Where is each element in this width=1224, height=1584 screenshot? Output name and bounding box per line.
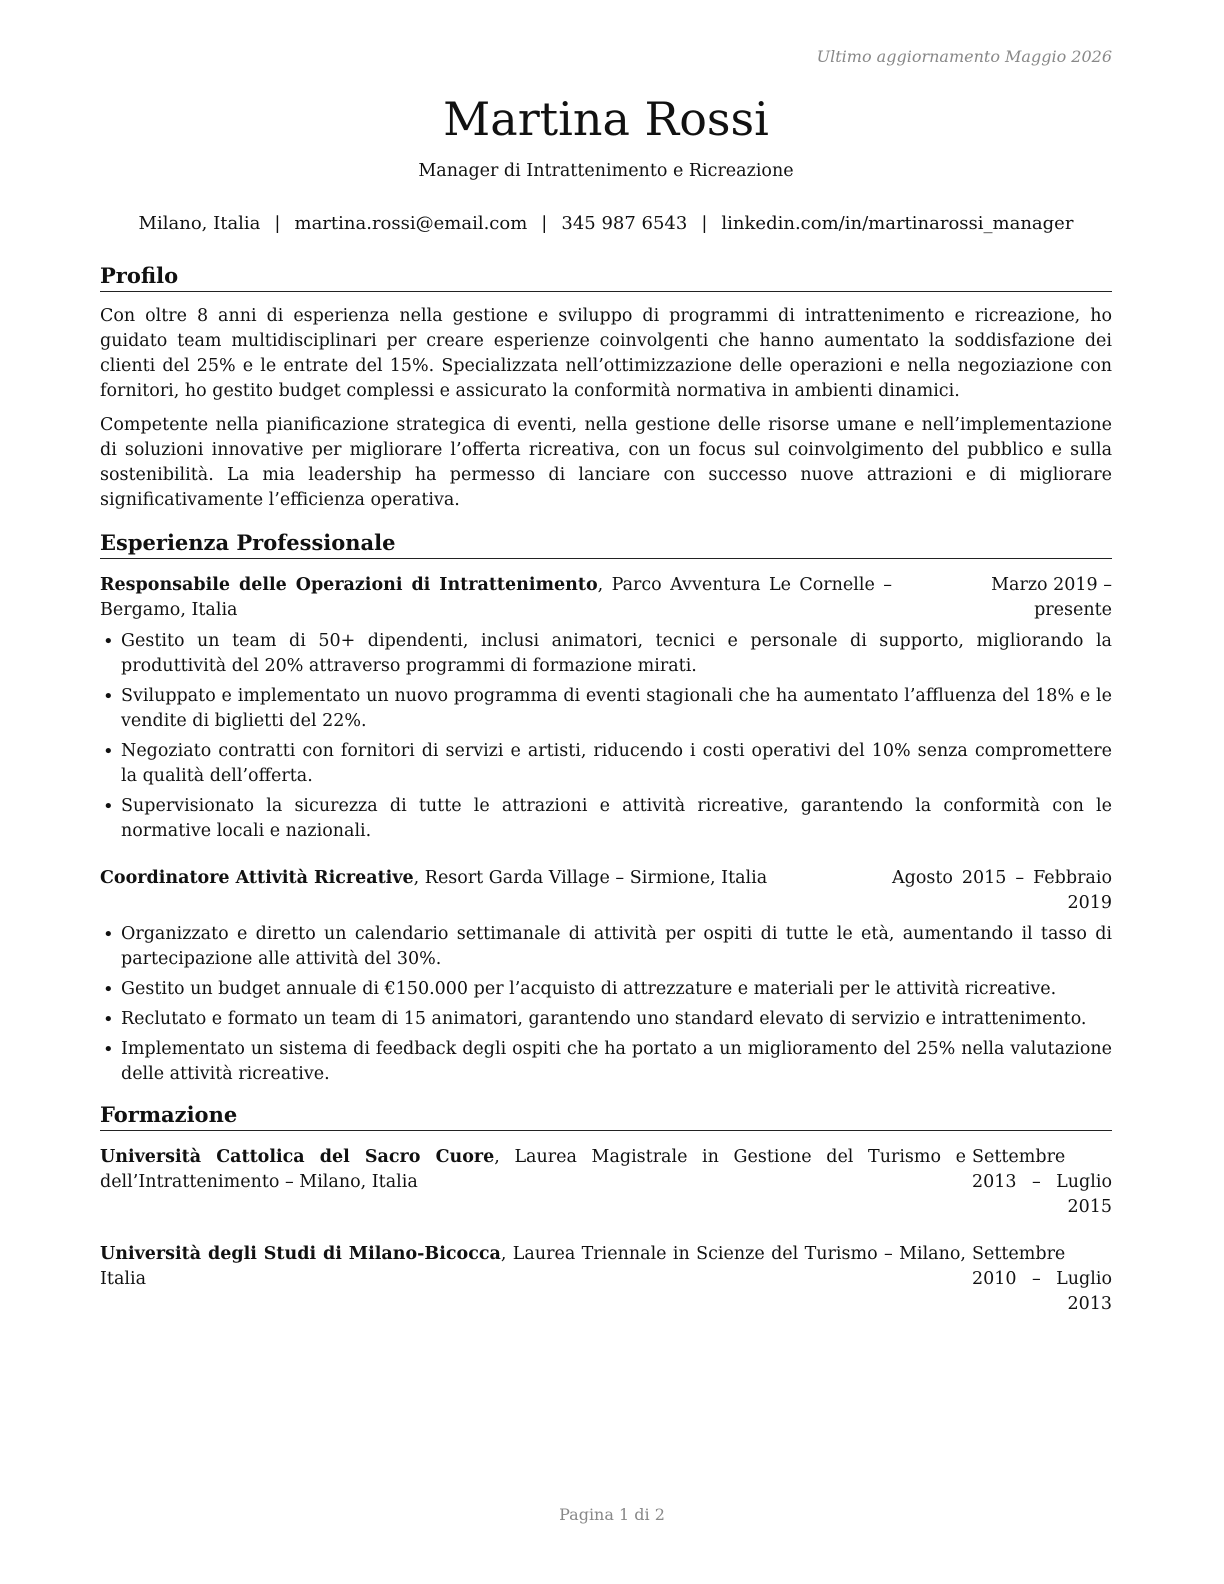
list-item: • Supervisionato la sicurezza di tutte le attrazioni e attività ricreative, garantendo la conformità con le normative locali e nazionali. [100, 794, 1112, 844]
contact-separator: | [274, 213, 281, 234]
role-place: , Parco Avventura Le Cornelle – Bergamo, Italia [100, 575, 892, 620]
experience-entry [100, 573, 1112, 844]
education-dates: Settembre 2013 – Luglio 2015 [972, 1147, 1112, 1217]
role-place: , Resort Garda Village – Sirmione, Italia [413, 868, 768, 888]
contact-phone[interactable]: 345 987 6543 [561, 213, 688, 234]
school-name: Università degli Studi di Milano-Bicocca [100, 1244, 501, 1264]
contact-separator: | [541, 213, 548, 234]
list-item: • Reclutato e formato un team di 15 animatori, garantendo uno standard elevato di servizio e intrattenimento. [100, 1007, 1112, 1032]
degree-detail: , Laurea Triennale in Scienze del Turismo – Milano, Italia [100, 1244, 966, 1289]
candidate-name: Martina Rossi [443, 92, 769, 146]
job-title: Manager di Intrattenimento e Ricreazione [418, 161, 794, 181]
role-dates: Agosto 2015 – Febbraio 2019 [892, 868, 1112, 913]
experience-entry [100, 866, 1112, 1087]
section-title-education: Formazione [100, 1101, 1112, 1131]
contact-linkedin[interactable]: linkedin.com/in/martinarossi_manager [721, 213, 1074, 234]
page-number: Pagina 1 di 2 [559, 1505, 665, 1524]
education-section [100, 1101, 1112, 1317]
list-item: • Gestito un team di 50+ dipendenti, inclusi animatori, tecnici e personale di supporto, migliorando la produttività del 20% attraverso programmi di formazione mirati. [100, 629, 1112, 679]
education-entry [100, 1242, 1112, 1317]
education-dates: Settembre 2010 – Luglio 2013 [972, 1244, 1112, 1314]
role-title: Responsabile delle Operazioni di Intrattenimento [100, 575, 598, 595]
section-title-experience: Esperienza Professionale [100, 529, 1112, 559]
contact-email[interactable]: martina.rossi@email.com [294, 213, 528, 234]
last-updated: Ultimo aggiornamento Maggio 2026 [816, 47, 1112, 66]
profile-paragraph: Competente nella pianificazione strategica di eventi, nella gestione delle risorse umane e nell’implementazione di soluzioni innovative per migliorare l’offerta ricreativa, con un focus sul coinvolgimento del pubblico e sulla sostenibilità. La mia leadership ha permesso di lanciare con successo nuove attrazioni e di migliorare significativamente l’efficienza operativa. [100, 415, 1112, 510]
section-title-profile: Profilo [100, 262, 1112, 292]
role-title: Coordinatore Attività Ricreative [100, 868, 414, 888]
experience-section [100, 529, 1112, 1087]
education-entry [100, 1145, 1112, 1220]
contact-separator: | [701, 213, 708, 234]
contact-location: Milano, Italia [138, 213, 261, 234]
list-item: • Implementato un sistema di feedback degli ospiti che ha portato a un miglioramento del 25% nella valutazione delle attività ricreative. [100, 1037, 1112, 1087]
list-item: • Organizzato e diretto un calendario settimanale di attività per ospiti di tutte le età, aumentando il tasso di partecipazione alle attività del 30%. [100, 922, 1112, 972]
list-item: • Negoziato contratti con fornitori di servizi e artisti, riducendo i costi operativi del 10% senza compromettere la qualità dell’offerta. [100, 739, 1112, 789]
degree-detail: , Laurea Magistrale in Gestione del Turismo e dell’Intrattenimento – Milano, Italia [100, 1147, 966, 1192]
list-item: • Gestito un budget annuale di €150.000 per l’acquisto di attrezzature e materiali per le attività ricreative. [100, 977, 1112, 1002]
role-dates: Marzo 2019 – presente [991, 575, 1112, 620]
profile-paragraph: Con oltre 8 anni di esperienza nella gestione e sviluppo di programmi di intrattenimento e ricreazione, ho guidato team multidisciplinari per creare esperienze coinvolgenti che hanno aumentato la soddisfazione dei clienti del 25% e le entrate del 15%. Specializzata nell’ottimizzazione delle operazioni e nella negoziazione con fornitori, ho gestito budget complessi e assicurato la conformità normativa in ambienti dinamici. [100, 306, 1112, 401]
school-name: Università Cattolica del Sacro Cuore [100, 1147, 495, 1167]
list-item: • Sviluppato e implementato un nuovo programma di eventi stagionali che ha aumentato l’affluenza del 18% e le vendite di biglietti del 22%. [100, 684, 1112, 734]
profile-section [100, 262, 1112, 513]
contact-line [100, 211, 1112, 236]
